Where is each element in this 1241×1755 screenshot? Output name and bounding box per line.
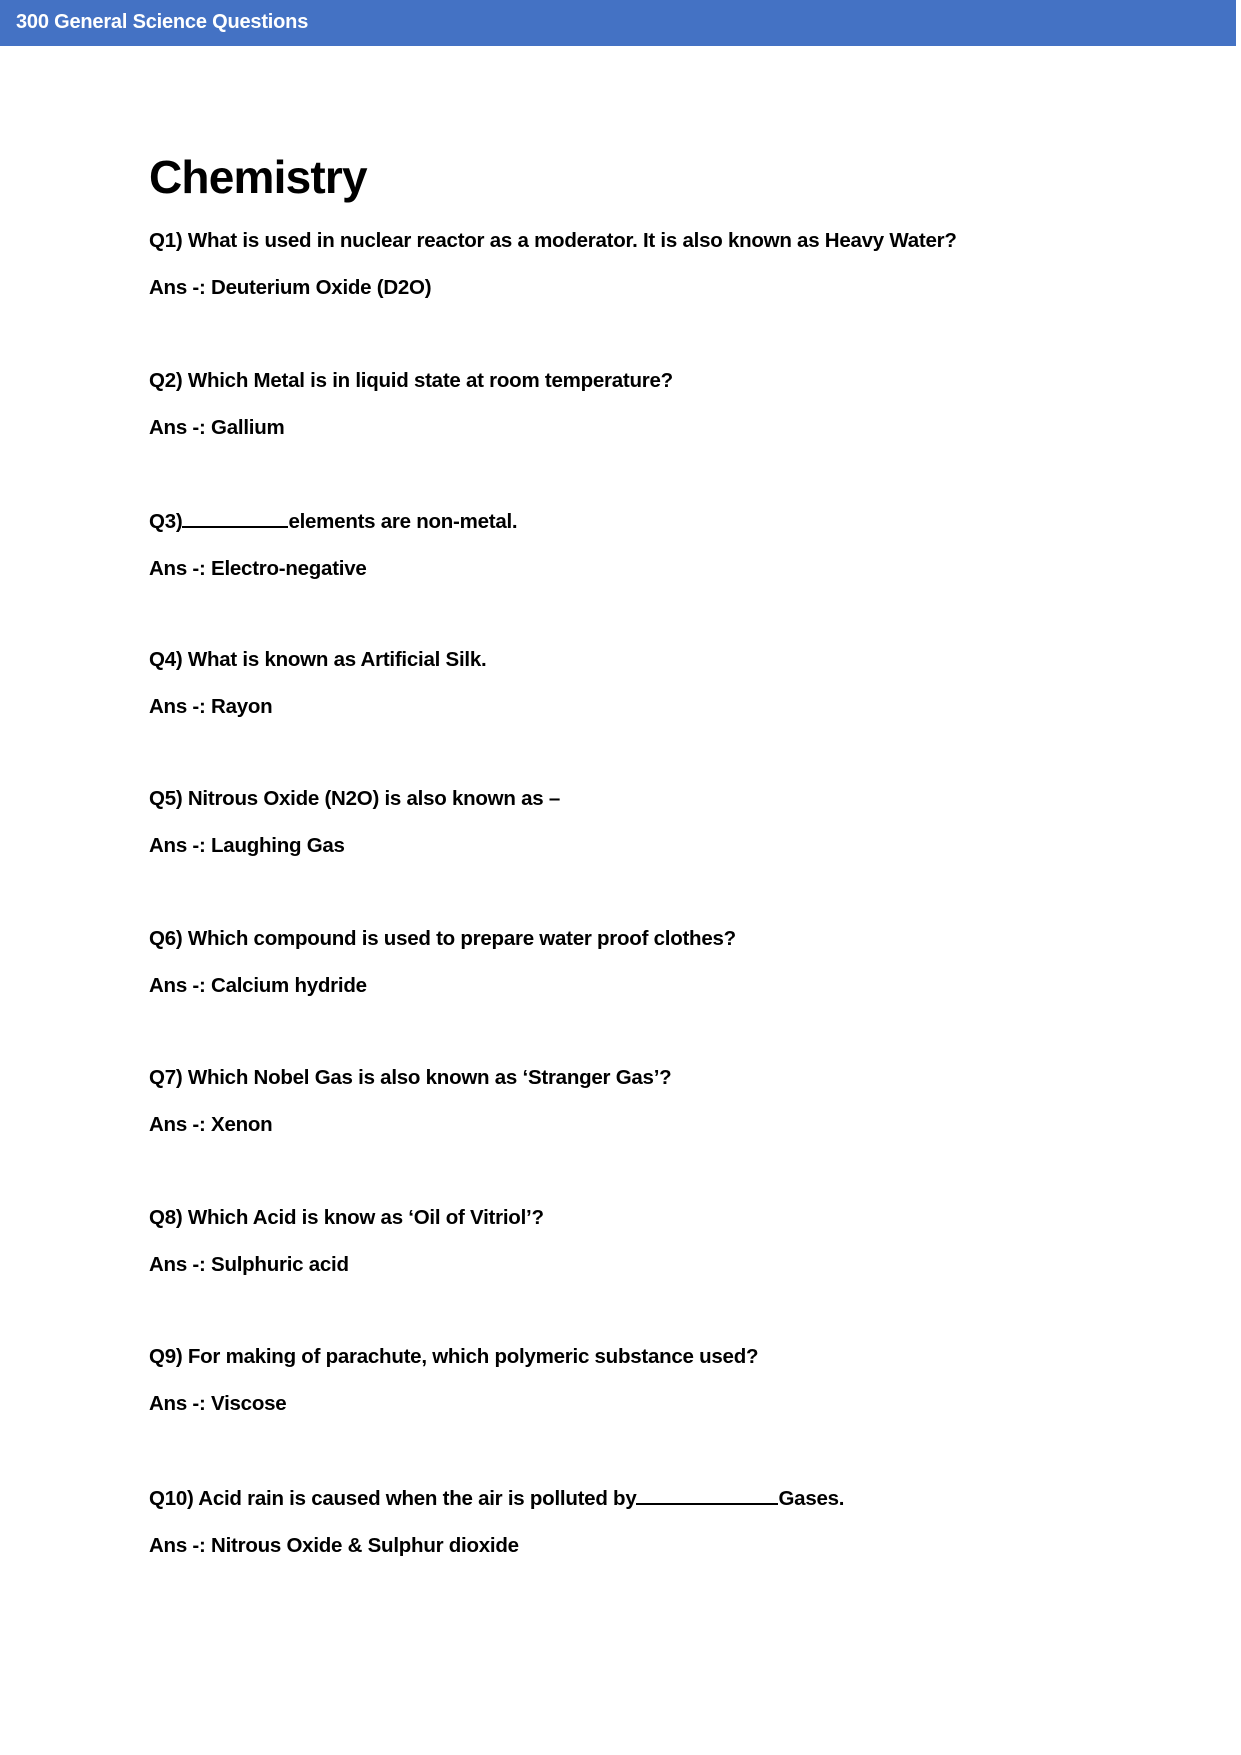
qa-item-10	[149, 1485, 844, 1558]
header-bar	[0, 0, 1236, 46]
answer-text: Ans -: Xenon	[149, 1113, 273, 1136]
question-text: Q9) For making of parachute, which polymeric substance used?	[149, 1345, 759, 1368]
qa-item-6	[149, 927, 736, 998]
question-text: Q2) Which Metal is in liquid state at room temperature?	[149, 369, 673, 392]
qa-item-8	[149, 1206, 544, 1277]
qa-item-7	[149, 1066, 671, 1137]
answer-text: Ans -: Deuterium Oxide (D2O)	[149, 276, 432, 299]
question-text: Q4) What is known as Artificial Silk.	[149, 648, 487, 671]
answer-text: Ans -: Gallium	[149, 416, 285, 439]
answer-text: Ans -: Calcium hydride	[149, 974, 367, 997]
fill-in-blank	[636, 1485, 778, 1505]
qa-item-4	[149, 648, 486, 719]
question-text: Q1) What is used in nuclear reactor as a moderator. It is also known as Heavy Water?	[149, 229, 957, 252]
document-header-title: 300 General Science Questions	[16, 11, 309, 33]
answer-text: Ans -: Sulphuric acid	[149, 1253, 349, 1276]
qa-item-9	[149, 1345, 758, 1416]
answer-text: Ans -: Rayon	[149, 695, 273, 718]
question-text	[149, 1485, 844, 1511]
question-prefix: Q10) Acid rain is caused when the air is polluted by	[149, 1487, 637, 1510]
qa-item-2	[149, 369, 673, 440]
question-text	[149, 508, 517, 534]
question-text: Q7) Which Nobel Gas is also known as ‘Stranger Gas’?	[149, 1066, 672, 1089]
fill-in-blank	[182, 508, 288, 528]
qa-item-1	[149, 229, 957, 300]
question-text: Q8) Which Acid is know as ‘Oil of Vitriol’?	[149, 1206, 544, 1229]
question-prefix: Q3)	[149, 510, 183, 533]
answer-text: Ans -: Laughing Gas	[149, 834, 345, 857]
question-text: Q6) Which compound is used to prepare water proof clothes?	[149, 927, 736, 950]
section-title: Chemistry	[149, 151, 367, 203]
qa-item-3	[149, 508, 517, 581]
question-suffix: elements are non-metal.	[288, 510, 518, 533]
question-text: Q5) Nitrous Oxide (N2O) is also known as –	[149, 787, 560, 810]
question-suffix: Gases.	[778, 1487, 845, 1510]
answer-text: Ans -: Viscose	[149, 1392, 287, 1415]
answer-text: Ans -: Nitrous Oxide & Sulphur dioxide	[149, 1534, 519, 1557]
qa-item-5	[149, 787, 560, 858]
answer-text: Ans -: Electro-negative	[149, 557, 367, 580]
